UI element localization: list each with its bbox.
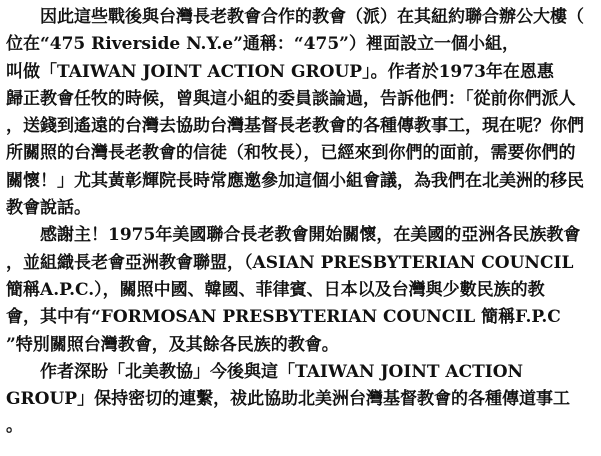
text-line: 所關照的台灣長老教會的信徒（和牧長），已經來到你們的面前，需要你們的 <box>6 143 576 164</box>
text-line: 教會說話。 <box>6 198 91 219</box>
text-line: GROUP」保持密切的連繫，祓此協助北美洲台灣基督教會的各種傳道事工 <box>6 389 571 410</box>
text-line: 位在“475 Riverside N.Y.e”通稱：“475”）裡面設立一個小組， <box>6 34 519 55</box>
text-line: ”特別關照台灣教會，及其餘各民族的教會。 <box>6 334 339 355</box>
text-line: 因此這些戰後與台灣長老教會合作的教會（派）在其紐約聯合辦公大樓（ <box>6 7 584 27</box>
text-line: 叫做「TAIWAN JOINT ACTION GROUP」。作者於1973年在恩惠 <box>6 61 554 82</box>
text-line: ，並組織長老會亞洲教會聯盟，（ASIAN PRESBYTERIAN COUNCIL <box>6 252 574 273</box>
text-line: 。 <box>6 416 23 437</box>
document-text <box>6 4 598 441</box>
text-line: 作者深盼「北美教協」今後與這「TAIWAN JOINT ACTION <box>6 361 524 382</box>
text-line: 感謝主！1975年美國聯合長老教會開始關懷，在美國的亞洲各民族教會 <box>6 225 581 246</box>
text-line: 關懷！」尤其黃彰輝院長時常應邀參加這個小組會議，為我們在北美洲的移民 <box>6 170 584 191</box>
text-line: ，送錢到遙遠的台灣去協助台灣基督長老教會的各種傳教事工，現在呢？你們 <box>6 116 584 137</box>
text-line: 會，其中有“FORMOSAN PRESBYTERIAN COUNCIL 簡稱F.P.C <box>6 307 561 328</box>
text-line: 歸正教會任牧的時候，曾與這小組的委員談論過，告訴他們：「從前你們派人 <box>6 88 576 109</box>
text-line: 簡稱A.P.C.），關照中國、韓國、菲律賓、日本以及台灣與少數民族的教 <box>6 279 545 300</box>
